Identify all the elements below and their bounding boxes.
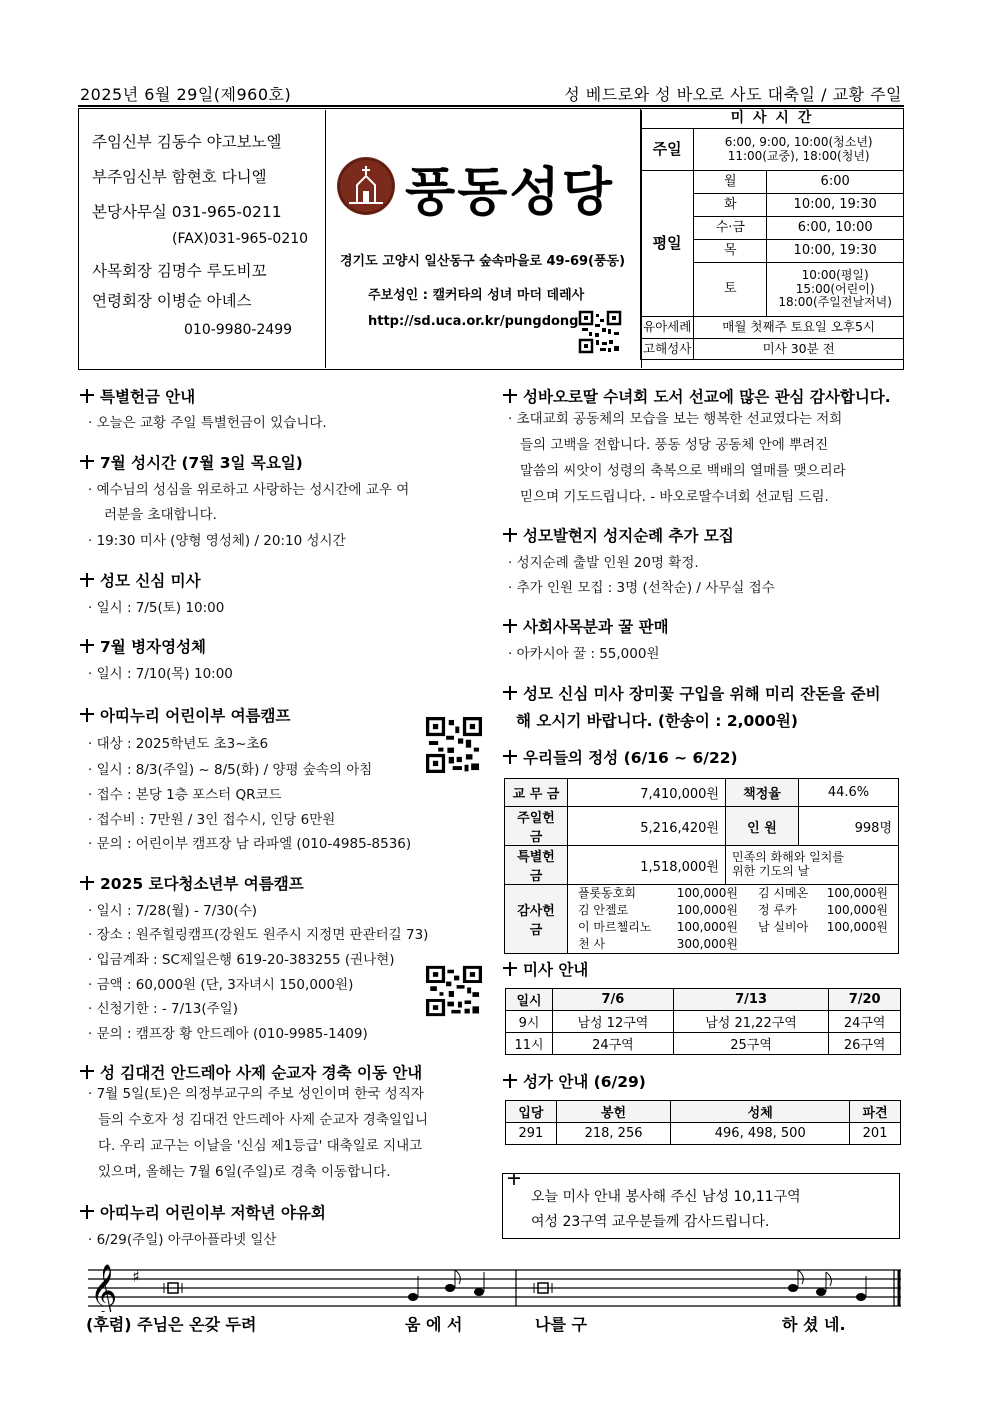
special-offering-title: 특별헌금 안내 [80, 385, 195, 407]
svg-text:𝄞: 𝄞 [90, 1263, 118, 1312]
hymn-value: 496, 498, 500 [671, 1123, 850, 1145]
infant-baptism-value: 매월 첫째주 토요일 오후5시 [694, 317, 904, 339]
holy-hour-text-1b: 러분을 초대합니다. [104, 507, 217, 523]
kids-camp-contact: · 문의 : 어린이부 캠프장 남 라파엘 (010-4985-8536) [88, 836, 412, 852]
fin-label-tithe: 교 무 금 [505, 779, 568, 807]
kids-camp-qr-code-icon[interactable] [425, 716, 483, 774]
mass-guide-table [505, 988, 901, 1055]
thanks-line-1: 오늘 미사 안내 봉사해 주신 남성 10,11구역 [531, 1189, 801, 1205]
kids-camp-target: · 대상 : 2025학년도 초3~초6 [88, 736, 269, 752]
issue-date: 2025년 6월 29일(제960호) [80, 85, 292, 104]
pastor: 주임신부 김동수 야고보노엘 [92, 133, 282, 151]
cross-icon [80, 455, 94, 469]
mass-guide-cell: 남성 12구역 [553, 1011, 674, 1033]
hymn-value: 201 [850, 1123, 901, 1145]
honey-sale-text: · 아카시아 꿀 : 55,000원 [508, 646, 660, 662]
hymn-header: 입당 [506, 1101, 557, 1123]
lyric-1: (후렴) 주님은 온갖 두려 [86, 1315, 257, 1334]
thanks-entry: 천 사 300,000원 [578, 937, 738, 951]
hymn-value: 218, 256 [556, 1123, 671, 1145]
pilgrimage-text-1: · 성지순례 출발 인원 20명 확정. [508, 555, 699, 571]
cross-icon [80, 876, 94, 890]
youth-camp-fee: · 금액 : 60,000원 (단, 3자녀시 150,000원) [88, 977, 354, 993]
sick-communion-title: 7월 병자영성체 [80, 635, 206, 657]
picnic-text: · 6/29(주일) 아쿠아플라넷 일산 [88, 1232, 277, 1248]
cross-icon [503, 1074, 517, 1088]
federation-phone: 010-9980-2499 [184, 322, 293, 338]
marian-mass-text: · 일시 : 7/5(토) 10:00 [88, 600, 225, 616]
hymn-header: 파견 [850, 1101, 901, 1123]
parish-name: 풍동성당 [405, 163, 614, 223]
sunday-times-1: 6:00, 9:00, 10:00(청소년) [724, 134, 873, 149]
fin-label-thanks: 감사헌금 [505, 885, 568, 954]
cross-icon [503, 686, 517, 700]
pilgrimage-title: 성모발현지 성지순례 추가 모집 [503, 524, 734, 546]
offering-title: 우리들의 정성 (6/16 ~ 6/22) [503, 746, 738, 768]
thanks-entry: 이 마르첼리노 100,000원 [578, 920, 738, 934]
sunday-label: 주일 [641, 129, 694, 171]
youth-camp-date: · 일시 : 7/28(월) - 7/30(수) [88, 903, 258, 919]
mass-guide-header: 일시 [506, 989, 553, 1011]
mass-guide-header: 7/20 [829, 989, 901, 1011]
pauline-sisters-title: 성바오로딸 수녀회 도서 선교에 많은 관심 감사합니다. [503, 385, 891, 407]
mass-guide-cell: 9시 [506, 1011, 553, 1033]
hymn-value: 291 [506, 1123, 557, 1145]
fin-value-count: 998명 [799, 807, 899, 846]
thanks-entry: 정 루카 100,000원 [758, 903, 888, 917]
fin-special-note-1: 민족의 화해와 일치를 [732, 850, 844, 865]
assistant-pastor: 부주임신부 함현호 다니엘 [92, 168, 267, 186]
lyric-2: 움 에 서 [405, 1315, 463, 1334]
mass-guide-cell: 25구역 [673, 1033, 829, 1055]
time-mon: 6:00 [767, 171, 904, 194]
kids-camp-register: · 접수 : 본당 1층 포스터 QR코드 [88, 787, 282, 803]
cross-icon [80, 708, 94, 722]
time-wed-fri: 6:00, 10:00 [767, 217, 904, 240]
fin-label-rate: 책정율 [726, 779, 799, 807]
rose-notice-line1: 성모 신심 미사 장미꽃 구입을 위해 미리 잔돈을 준비 [503, 682, 881, 704]
hymn-guide-table [505, 1100, 901, 1145]
parish-qr-code-icon[interactable] [578, 310, 622, 354]
fin-label-count: 인 원 [726, 807, 799, 846]
day-tue: 화 [694, 194, 767, 217]
fax: (FAX)031-965-0210 [172, 231, 309, 247]
cross-icon [503, 528, 517, 542]
cross-icon [80, 1205, 94, 1219]
mass-guide-cell: 24구역 [553, 1033, 674, 1055]
office-phone: 본당사무실 031-965-0211 [92, 203, 282, 221]
fin-label-special: 특별헌금 [505, 846, 568, 885]
sat-time-2: 15:00(어린이) [795, 281, 875, 296]
youth-camp-place: · 장소 : 원주힐링캠프(강원도 원주시 지정면 판관터길 73) [88, 927, 429, 943]
sick-communion-text: · 일시 : 7/10(목) 10:00 [88, 666, 233, 682]
honey-sale-title: 사회사목분과 꿀 판매 [503, 615, 669, 637]
fin-label-sunday: 주일헌금 [505, 807, 568, 846]
fin-value-rate: 44.6% [799, 779, 899, 807]
pauline-sisters-text: · 초대교회 공동체의 모습을 보는 행복한 선교였다는 저희 들의 고백을 전합니다. 풍동 성당 공동체 안에 뿌려진 말씀의 씨앗이 성령의 축복으로 백배의 열매를 맺으리라 믿으며 기도드립니다. - 바오로딸수녀회 선교팀 드림. [508, 411, 846, 505]
marian-mass-title: 성모 신심 미사 [80, 569, 201, 591]
lyric-3: 나를 구 [535, 1315, 587, 1334]
feast-title: 성 베드로와 성 바오로 사도 대축일 / 교황 주일 [564, 85, 902, 104]
issue-header [80, 82, 902, 105]
weekday-label: 평일 [641, 171, 694, 317]
sat-time-3: 18:00(주일전날저녁) [778, 295, 892, 310]
header-divider [78, 105, 904, 107]
cross-icon [503, 389, 517, 403]
mass-guide-cell: 26구역 [829, 1033, 901, 1055]
cross-icon [80, 573, 94, 587]
parish-patron: 주보성인 : 캘커타의 성녀 마더 데레사 [368, 288, 585, 303]
cross-icon [80, 1065, 94, 1079]
parish-address: 경기도 고양시 일산동구 숲속마을로 49-69(풍동) [340, 254, 626, 269]
cross-icon [503, 750, 517, 764]
fin-special-note-2: 위한 기도의 날 [732, 864, 810, 878]
cross-icon [503, 962, 517, 976]
fin-value-tithe: 7,410,000원 [568, 779, 726, 807]
svg-text:♯: ♯ [132, 1267, 140, 1286]
mass-guide-header: 7/13 [673, 989, 829, 1011]
kids-camp-date: · 일시 : 8/3(주일) ~ 8/5(화) / 양평 숲속의 아침 [88, 762, 373, 778]
confession-value: 미사 30분 전 [694, 339, 904, 360]
lyric-4: 하 셨 네. [782, 1315, 846, 1334]
church-logo-icon [337, 157, 395, 215]
youth-camp-account: · 입금계좌 : SC제일은행 619-20-383255 (권나현) [88, 952, 395, 968]
day-mon: 월 [694, 171, 767, 194]
cross-icon [80, 389, 94, 403]
cross-icon [508, 1173, 520, 1185]
hymn-header: 봉헌 [556, 1101, 671, 1123]
federation-president: 연령회장 이병순 아녜스 [92, 292, 252, 310]
offering-table [504, 778, 899, 954]
mass-guide-cell: 11시 [506, 1033, 553, 1055]
martyr-feast-title: 성 김대건 안드레아 사제 순교자 경축 이동 안내 [80, 1061, 422, 1083]
kids-camp-title: 아띠누리 어린이부 여름캠프 [80, 704, 290, 726]
sunday-times-2: 11:00(교중), 18:00(청년) [727, 148, 870, 163]
hymn-guide-title: 성가 안내 (6/29) [503, 1070, 646, 1092]
day-sat: 토 [694, 263, 767, 317]
day-thu: 목 [694, 240, 767, 263]
thanks-entry: 남 실비아 100,000원 [758, 920, 888, 934]
holy-hour-title: 7월 성시간 (7월 3일 목요일) [80, 451, 303, 473]
parish-url[interactable]: http://sd.uca.or.kr/pungdong [368, 314, 579, 329]
confession-label: 고해성사 [641, 339, 694, 360]
cross-icon [80, 639, 94, 653]
thanks-entry: 플롯동호회 100,000원 [578, 886, 738, 900]
youth-camp-qr-code-icon[interactable] [425, 965, 483, 1017]
mass-guide-cell: 남성 21,22구역 [673, 1011, 829, 1033]
mass-guide-cell: 24구역 [829, 1011, 901, 1033]
youth-camp-deadline: · 신청기한 : - 7/13(주일) [88, 1001, 238, 1017]
time-tue: 10:00, 19:30 [767, 194, 904, 217]
thanks-box [502, 1173, 900, 1239]
time-thu: 10:00, 19:30 [767, 240, 904, 263]
hymn-header: 성체 [671, 1101, 850, 1123]
cross-icon [503, 619, 517, 633]
sat-time-1: 10:00(평일) [801, 267, 869, 282]
day-wed-fri: 수·금 [694, 217, 767, 240]
thanks-entry: 김 안젤로 100,000원 [578, 903, 738, 917]
mass-times-title: 미 사 시 간 [641, 109, 904, 129]
martyr-feast-text: · 7월 5일(토)은 의정부교구의 주보 성인이며 한국 성직자 들의 수호자 성 김대건 안드레아 사제 순교자 경축일입니 다. 우리 교구는 이날을 '신심 제1등급' 대축일로 지내고 있으며, 올해는 7월 6일(주일)로 경축 이동합니다. [88, 1086, 428, 1180]
mass-guide-title: 미사 안내 [503, 958, 588, 980]
youth-camp-contact: · 문의 : 캠프장 황 안드레아 (010-9985-1409) [88, 1026, 368, 1042]
thanks-entry: 김 시메온 100,000원 [758, 886, 888, 900]
holy-hour-text-2: · 19:30 미사 (양형 영성체) / 20:10 성시간 [88, 533, 346, 549]
thanks-line-2: 여성 23구역 교우분들께 감사드립니다. [531, 1214, 770, 1230]
pilgrimage-text-2: · 추가 인원 모집 : 3명 (선착순) / 사무실 접수 [508, 580, 775, 596]
fin-value-sunday: 5,216,420원 [568, 807, 726, 846]
fin-value-special: 1,518,000원 [568, 846, 726, 885]
council-president: 사목회장 김명수 루도비꼬 [92, 262, 267, 280]
picnic-title: 아띠누리 어린이부 저학년 야유회 [80, 1201, 326, 1223]
mass-guide-header: 7/6 [553, 989, 674, 1011]
music-staff [88, 1262, 903, 1312]
youth-camp-title: 2025 로다청소년부 여름캠프 [80, 872, 304, 894]
special-offering-text: · 오늘은 교황 주일 특별헌금이 있습니다. [88, 415, 327, 431]
holy-hour-text-1: · 예수님의 성심을 위로하고 사랑하는 성시간에 교우 여 [88, 482, 410, 498]
infant-baptism-label: 유아세례 [641, 317, 694, 339]
rose-notice-line2: 해 오시기 바랍니다. (한송이 : 2,000원) [516, 712, 798, 730]
mass-times-table [640, 108, 904, 360]
kids-camp-fee: · 접수비 : 7만원 / 3인 접수시, 인당 6만원 [88, 812, 336, 828]
